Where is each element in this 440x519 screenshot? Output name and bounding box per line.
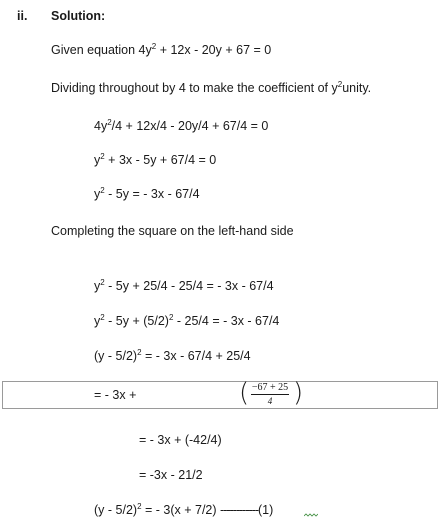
eq6-exponent: 2 (137, 348, 142, 357)
fraction-denominator: 4 (267, 396, 273, 406)
eq6-rest: = - 3x - 67/4 + 25/4 (141, 349, 251, 363)
dividing-line (51, 80, 371, 96)
equation-9: = -3x - 21/2 (139, 468, 203, 482)
eq2-rest: + 3x - 5y + 67/4 = 0 (104, 153, 217, 167)
eq10-middle: = - 3(x + 7/2) (141, 503, 221, 517)
completing-square-text: Completing the square on the left-hand side (51, 224, 294, 238)
equation-8: = - 3x + (-42/4) (139, 433, 222, 447)
eq4-rest: - 5y + 25/4 - 25/4 = - 3x - 67/4 (104, 279, 274, 293)
given-prefix: Given equation 4y (51, 43, 152, 57)
eq1-rest: /4 + 12x/4 - 20y/4 + 67/4 = 0 (111, 119, 269, 133)
equation-7: = - 3x + (94, 388, 137, 402)
eq4-exponent: 2 (100, 278, 105, 287)
eq4-term: y (94, 279, 101, 293)
given-rest: + 12x - 20y + 67 = 0 (156, 43, 272, 57)
eq5-rest: - 25/4 = - 3x - 67/4 (173, 314, 280, 328)
section-heading: Solution: (51, 9, 106, 23)
given-exponent: 2 (151, 42, 157, 51)
equation-1 (94, 118, 268, 134)
right-paren-icon: ) (293, 378, 304, 408)
equation-2 (94, 152, 216, 168)
equation-10 (94, 502, 273, 518)
eq3-exponent: 2 (100, 186, 105, 195)
eq2-exponent: 2 (100, 152, 105, 161)
equation-6 (94, 348, 251, 364)
fraction-numerator: −67 + 25 (251, 382, 289, 393)
eq2-term: y (94, 153, 101, 167)
given-equation-line (51, 42, 271, 58)
dividing-rest: unity. (342, 81, 372, 95)
eq5-middle: - 5y + (5/2) (104, 314, 169, 328)
fraction-object (238, 380, 302, 410)
fraction-bar (251, 394, 289, 395)
section-number: ii. (17, 9, 28, 23)
dividing-prefix: Dividing throughout by 4 to make the coefficient of y (51, 81, 338, 95)
eq5-exponent: 2 (100, 313, 105, 322)
eq3-rest: - 5y = - 3x - 67/4 (104, 187, 200, 201)
eq5-term: y (94, 314, 101, 328)
equation-5 (94, 313, 279, 329)
eq10-label: (1) (257, 503, 274, 517)
equation-3 (94, 186, 200, 202)
eq10-exponent: 2 (137, 502, 142, 511)
equation-4 (94, 278, 274, 294)
eq10-term: (y - 5/2) (94, 503, 138, 517)
dividing-exponent: 2 (337, 80, 343, 89)
spellcheck-squiggle-icon (304, 513, 318, 517)
eq1-term: 4y (94, 119, 108, 133)
eq10-dashes: ------------ (220, 503, 258, 517)
left-paren-icon: ( (239, 378, 250, 408)
eq6-term: (y - 5/2) (94, 349, 138, 363)
eq3-term: y (94, 187, 101, 201)
equation-7-frame (2, 378, 438, 409)
eq1-exponent: 2 (107, 118, 112, 127)
eq5-exponent-2: 2 (168, 313, 174, 322)
